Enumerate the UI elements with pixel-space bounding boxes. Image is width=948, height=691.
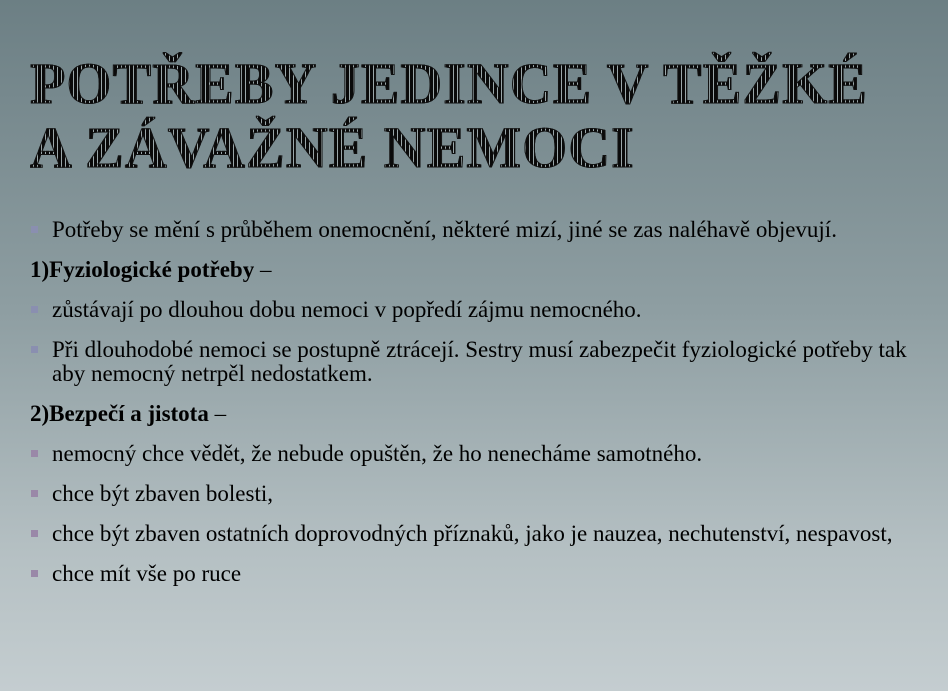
bullet-item [30,298,920,322]
bullet-text: chce být zbaven ostatních doprovodných příznaků, jako je nauzea, nechutenství, nespavost, [52,521,893,546]
bullet-item-intro [30,218,920,242]
bullet-item [30,338,920,386]
bullet-item [30,482,920,506]
section-heading-1 [30,258,920,282]
bullet-square-icon [31,226,38,233]
title-line-1: POTŘEBY JEDINCE V TĚŽKÉ [30,51,868,116]
bullet-text: Při dlouhodobé nemoci se postupně ztrácejí. Sestry musí zabezpečit fyziologické potřeby tak aby nemocný netrpěl nedostatkem. [52,337,907,386]
bullet-text: chce mít vše po ruce [52,561,242,586]
bullet-item [30,442,920,466]
section-heading-dash: – [254,257,272,282]
bullet-square-icon [31,570,38,577]
section-heading-text: 1)Fyziologické potřeby [30,257,255,282]
section-heading-2 [30,402,920,426]
bullet-square-icon [31,306,38,313]
bullet-text: Potřeby se mění s průběhem onemocnění, některé mizí, jiné se zas naléhavě objevují. [52,217,837,242]
bullet-item [30,562,920,586]
bullet-square-icon [31,450,38,457]
bullet-text: chce být zbaven bolesti, [52,481,273,506]
slide-title [30,52,930,180]
bullet-text: zůstávají po dlouhou dobu nemoci v popředí zájmu nemocného. [52,297,642,322]
bullet-item [30,522,920,546]
bullet-square-icon [31,490,38,497]
title-line-2: A ZÁVAŽNÉ NEMOCI [30,115,635,180]
section-heading-text: 2)Bezpečí a jistota [30,401,209,426]
bullet-square-icon [31,530,38,537]
section-heading-dash: – [208,401,227,426]
slide-content [30,218,920,602]
bullet-text: nemocný chce vědět, že nebude opuštěn, že ho nenecháme samotného. [52,441,703,466]
bullet-square-icon [31,346,38,353]
